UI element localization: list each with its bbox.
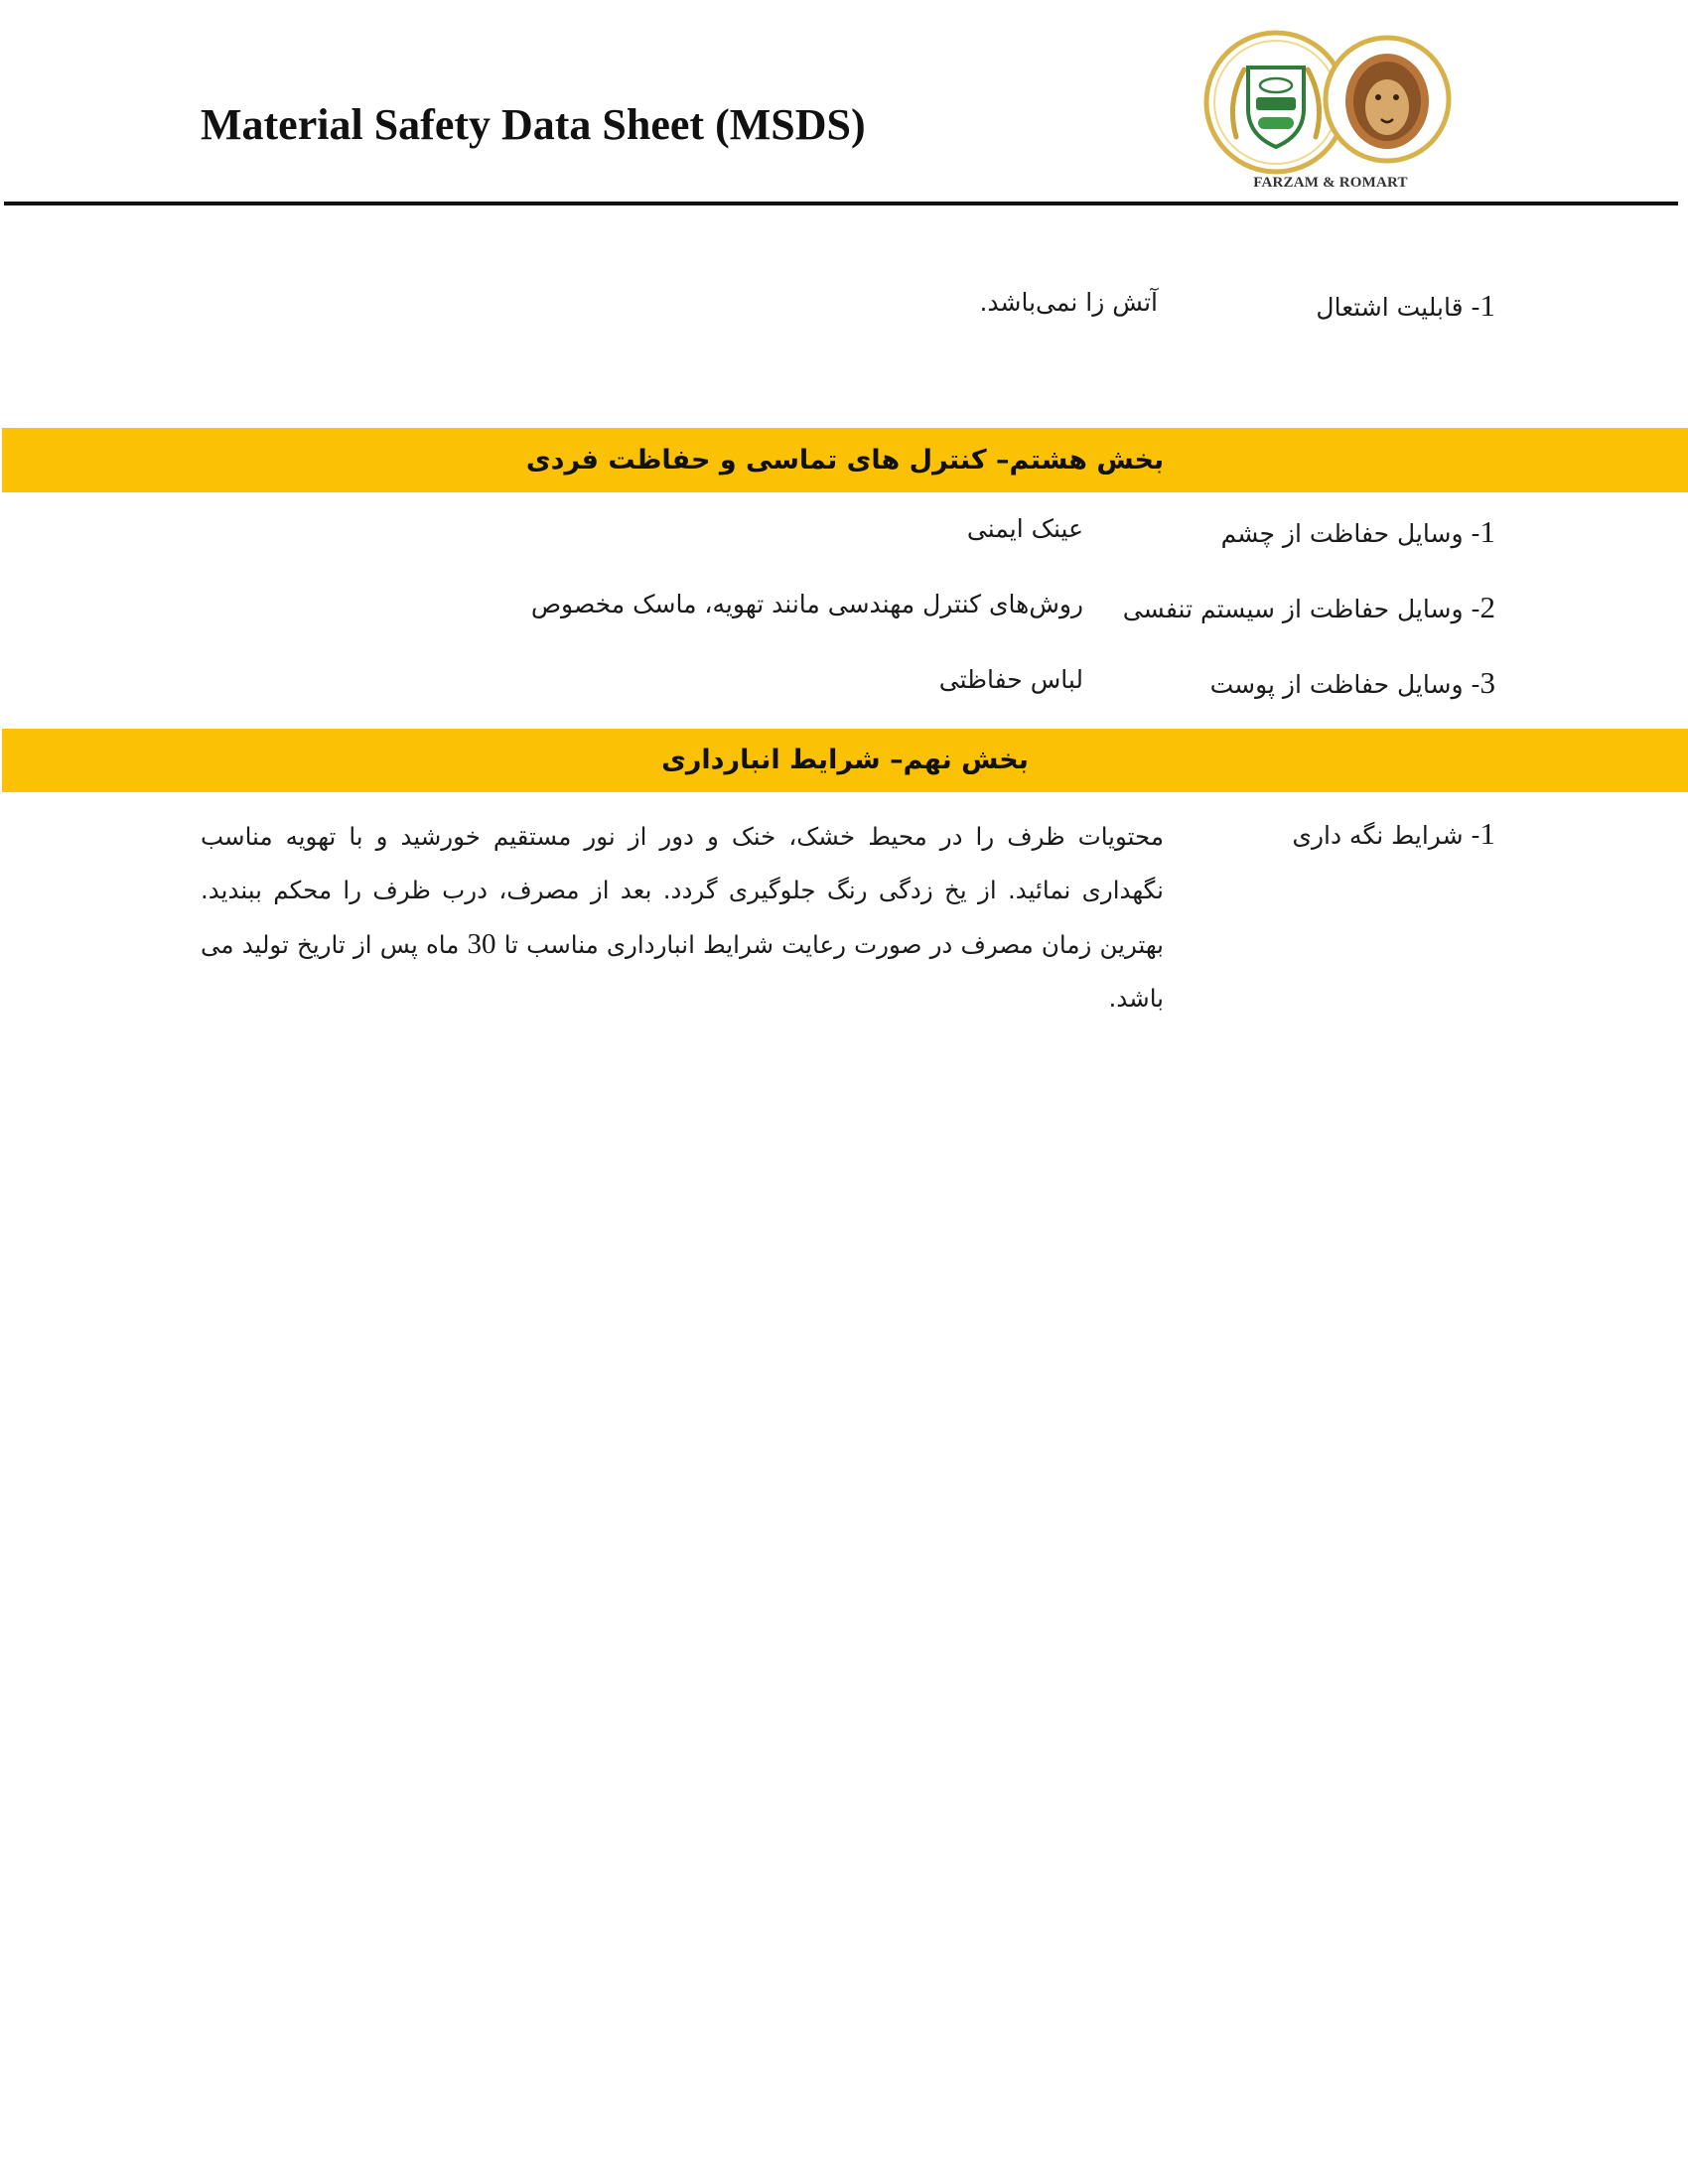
header-divider xyxy=(4,202,1678,205)
ppe-value: روش‌های کنترل مهندسی مانند تهویه، ماسک مخصوص xyxy=(530,590,1083,618)
ppe-row-respiratory xyxy=(205,590,1495,633)
property-row-flammability xyxy=(403,288,1495,332)
document-title: Material Safety Data Sheet (MSDS) xyxy=(201,100,866,149)
ppe-value: عینک ایمنی xyxy=(966,514,1083,543)
logo-caption: FARZAM & ROMART xyxy=(1253,175,1408,191)
storage-conditions-text: محتویات ظرف را در محیط خشک، خنک و دور از نور مستقیم خورشید و با تهویه مناسب نگهداری نمائید. از یخ زدگی رنگ جلوگیری گردد. بعد از مصرف، درب ظرف را محکم ببندید. بهترین زمان مصرف در صورت رعایت شرایط انبارداری مناسب تا 30 ماه پس از تاریخ تولید می باشد. xyxy=(201,822,1164,1013)
ppe-label: 3- وسایل حفاظت از پوست xyxy=(1209,665,1495,700)
ppe-row-skin xyxy=(205,665,1495,709)
section-8-heading: بخش هشتم– کنترل های تماسی و حفاظت فردی xyxy=(2,428,1688,492)
storage-label: 1- شرایط نگه داری xyxy=(1292,816,1495,851)
company-logo xyxy=(1196,18,1465,197)
ppe-value: لباس حفاظتی xyxy=(938,665,1083,694)
property-value: آتش زا نمی‌باشد. xyxy=(979,288,1158,317)
property-label: 1- قابلیت اشتعال xyxy=(1316,288,1495,323)
ppe-row-eye xyxy=(205,514,1495,558)
ppe-label: 1- وسایل حفاظت از چشم xyxy=(1220,514,1495,549)
storage-row-label xyxy=(1158,816,1495,860)
ppe-label: 2- وسایل حفاظت از سیستم تنفسی xyxy=(1122,590,1495,624)
section-9-heading: بخش نهم– شرایط انبارداری xyxy=(2,729,1688,792)
lion-head-emblem-icon xyxy=(1326,38,1449,161)
